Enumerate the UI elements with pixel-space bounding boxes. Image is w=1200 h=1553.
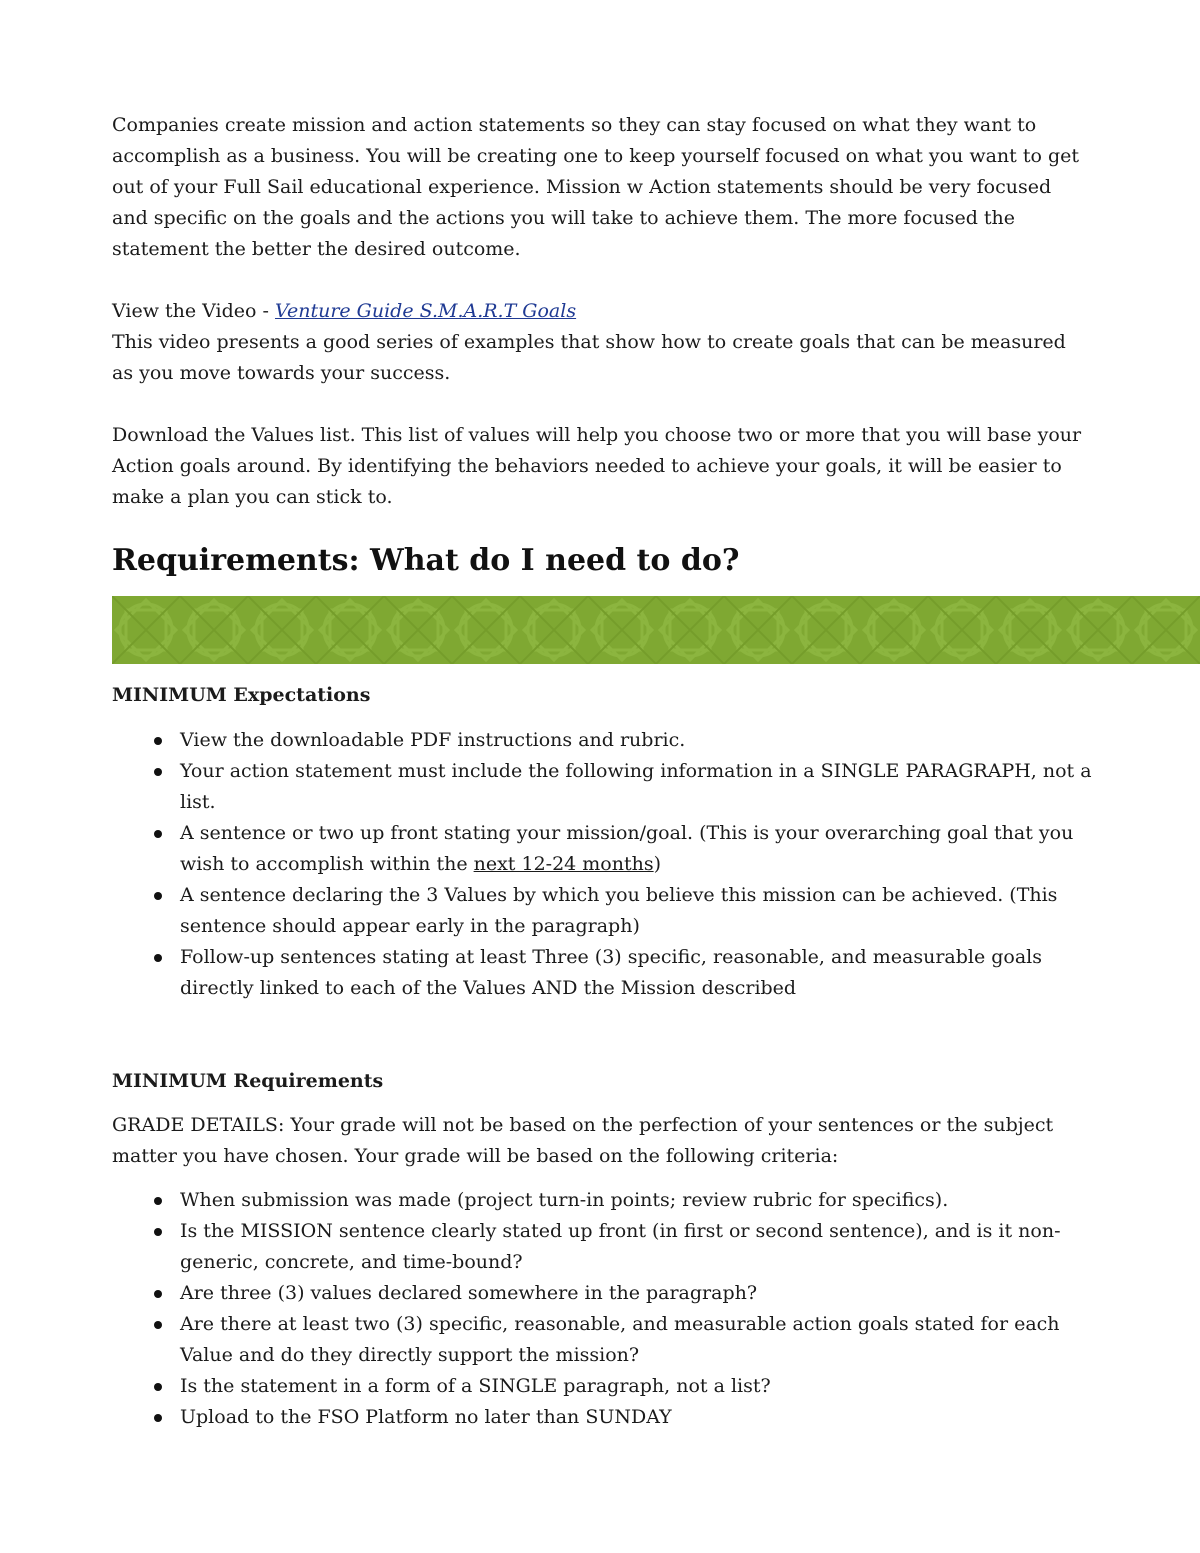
video-description: This video presents a good series of examples that show how to create goals that can be measured as you move towards your success. <box>112 331 1066 384</box>
requirements-heading: MINIMUM Requirements <box>112 1070 384 1092</box>
list-item: Your action statement must include the following information in a SINGLE PARAGRAPH, not a list. <box>180 756 1092 818</box>
list-item: Is the MISSION sentence clearly stated up front (in first or second sentence), and is it non-generic, concrete, and time-bound? <box>180 1216 1092 1278</box>
expectations-section <box>112 680 1092 1433</box>
list-item: A sentence declaring the 3 Values by which you believe this mission can be achieved. (This sentence should appear early in the paragraph) <box>180 880 1092 942</box>
list-item <box>180 818 1092 880</box>
list-item: Are there at least two (3) specific, reasonable, and measurable action goals stated for each Value and do they directly support the mission? <box>180 1309 1092 1371</box>
video-prefix: View the Video - <box>112 300 275 322</box>
list-item: Follow-up sentences stating at least Three (3) specific, reasonable, and measurable goals directly linked to each of the Values AND the Mission described <box>180 942 1092 1004</box>
list-item: Are three (3) values declared somewhere in the paragraph? <box>180 1278 1092 1309</box>
intro-section <box>112 110 1092 583</box>
item3-close: ) <box>653 853 662 875</box>
expectations-list <box>112 725 1092 1004</box>
requirements-title: Requirements: What do I need to do? <box>112 543 740 578</box>
values-paragraph: Download the Values list. This list of values will help you choose two or more that you will base your Action goals around. By identifying the behaviors needed to achieve your goals, it will be easier to make a plan you can stick to. <box>112 424 1082 508</box>
grade-details: GRADE DETAILS: Your grade will not be based on the perfection of your sentences or the subject matter you have chosen. Your grade will be based on the following criteria: <box>112 1114 1054 1167</box>
expectations-heading: MINIMUM Expectations <box>112 684 371 706</box>
intro-paragraph: Companies create mission and action statements so they can stay focused on what they want to accomplish as a business. You will be creating one to keep yourself focused on what you want to get out of your Full Sail educational experience. Mission w Action statements should be very focused and specific on the goals and the actions you will take to achieve them. The more focused the statement the better the desired outcome. <box>112 114 1079 260</box>
video-line <box>112 296 1092 327</box>
list-item: When submission was made (project turn-in points; review rubric for specifics). <box>180 1185 1092 1216</box>
item3-text: A sentence or two up front stating your mission/goal. (This is your overarching goal that you wish to accomplish within the <box>180 822 1074 875</box>
video-link[interactable]: Venture Guide S.M.A.R.T Goals <box>274 300 577 322</box>
criteria-list <box>112 1185 1092 1433</box>
list-item: Upload to the FSO Platform no later than SUNDAY <box>180 1402 1092 1433</box>
list-item: View the downloadable PDF instructions and rubric. <box>180 725 1092 756</box>
timeframe-underlined: next 12-24 months <box>473 853 654 875</box>
list-item: Is the statement in a form of a SINGLE paragraph, not a list? <box>180 1371 1092 1402</box>
decorative-banner <box>112 596 1200 664</box>
